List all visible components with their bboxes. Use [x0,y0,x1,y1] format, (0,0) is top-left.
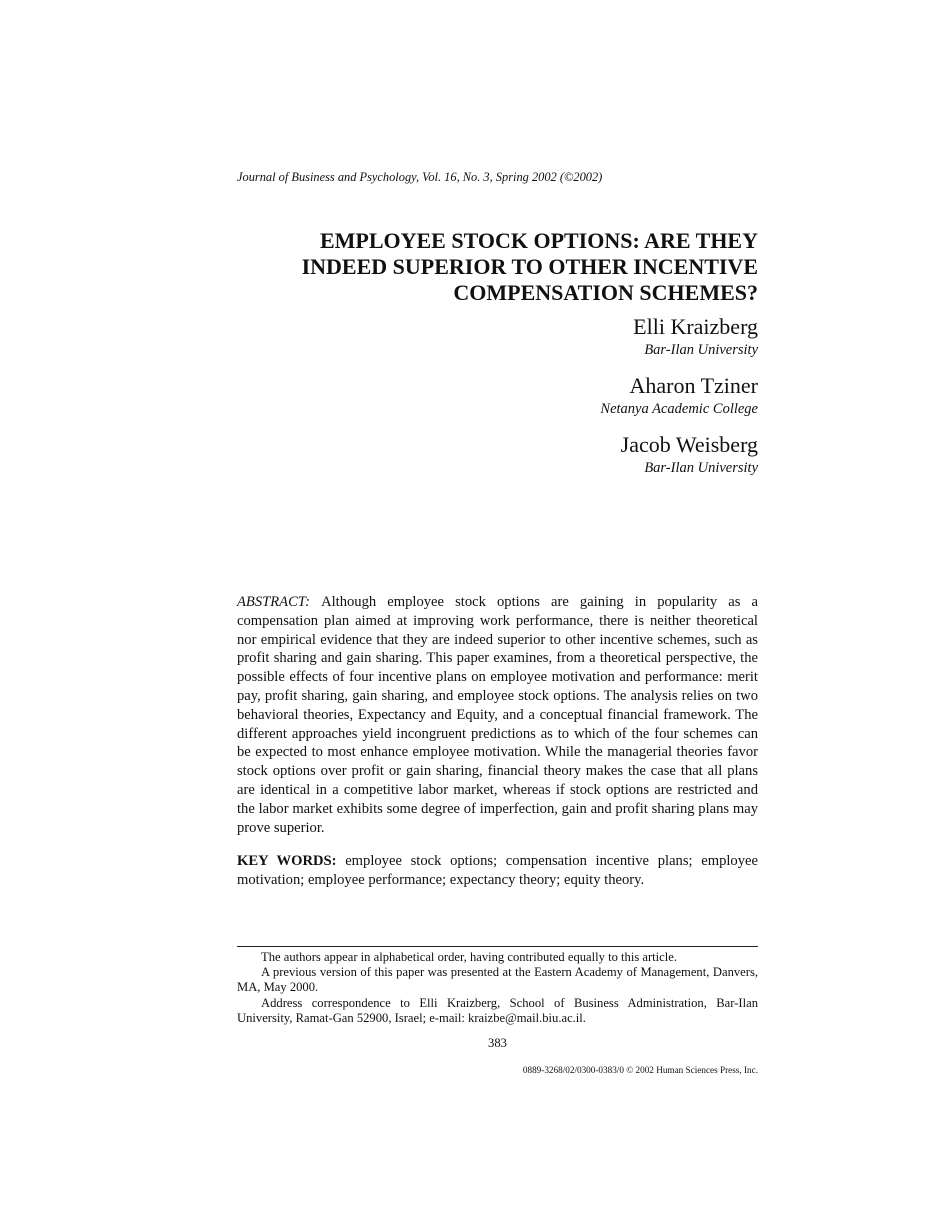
article-title [200,228,758,306]
author-name: Elli Kraizberg [633,314,758,339]
abstract-label: ABSTRACT: [237,594,322,610]
journal-citation: Journal of Business and Psychology, Vol. 16, No. 3, Spring 2002 (©2002) [237,170,603,184]
footnote-divider [237,946,758,947]
footnote-correspondence: Address correspondence to Elli Kraizberg, School of Business Administration, Bar-Ilan University, Ramat-Gan 52900, Israel; e-mail: kraizbe@mail.biu.ac.il. [237,995,758,1025]
keywords-text: employee stock options; compensation incentive plans; employee motivation; employee performance; expectancy theory; equity theory. [237,853,758,888]
keywords [237,852,758,890]
author-2 [400,373,758,419]
footnote-previous-version: A previous version of this paper was presented at the Eastern Academy of Management, Danvers, MA, May 2000. [237,965,758,995]
footnote-authorship: The authors appear in alphabetical order, having contributed equally to this article. [261,950,677,964]
page-number: 383 [488,1036,507,1050]
footnotes [237,950,758,1026]
author-3 [400,432,758,478]
author-affiliation: Netanya Academic College [600,401,758,417]
title-line-2: INDEED SUPERIOR TO OTHER INCENTIVE [301,254,758,279]
author-name: Jacob Weisberg [620,432,758,457]
author-affiliation: Bar-Ilan University [644,342,758,358]
author-affiliation: Bar-Ilan University [644,460,758,476]
abstract-text: Although employee stock options are gaining in popularity as a compensation plan aimed at improving work performance, there is neither theoretical nor empirical evidence that they are indeed superior to other incentive schemes, such as profit sharing and gain sharing. This paper examines, from a theoretical perspective, the possible effects of four incentive plans on employee motivation and performance: merit pay, profit sharing, gain sharing, and employee stock options. The analysis relies on two behavioral theories, Expectancy and Equity, and a conceptual financial framework. The different approaches yield incongruent predictions as to which of the four schemes can be expected to most enhance employee motivation. While the managerial theories favor stock options over profit or gain sharing, financial theory makes the case that all plans are identical in a competitive labor market, whereas if stock options are restricted and the labor market exhibits some degree of imperfection, gain and profit sharing plans may prove superior. [237,594,758,836]
author-1 [400,314,758,360]
author-name: Aharon Tziner [629,373,758,398]
abstract [237,593,758,837]
keywords-label: KEY WORDS: [237,853,346,869]
title-line-3: COMPENSATION SCHEMES? [453,280,758,305]
copyright-line: 0889-3268/02/0300-0383/0 © 2002 Human Sciences Press, Inc. [522,1065,758,1075]
title-line-1: EMPLOYEE STOCK OPTIONS: ARE THEY [319,228,758,253]
